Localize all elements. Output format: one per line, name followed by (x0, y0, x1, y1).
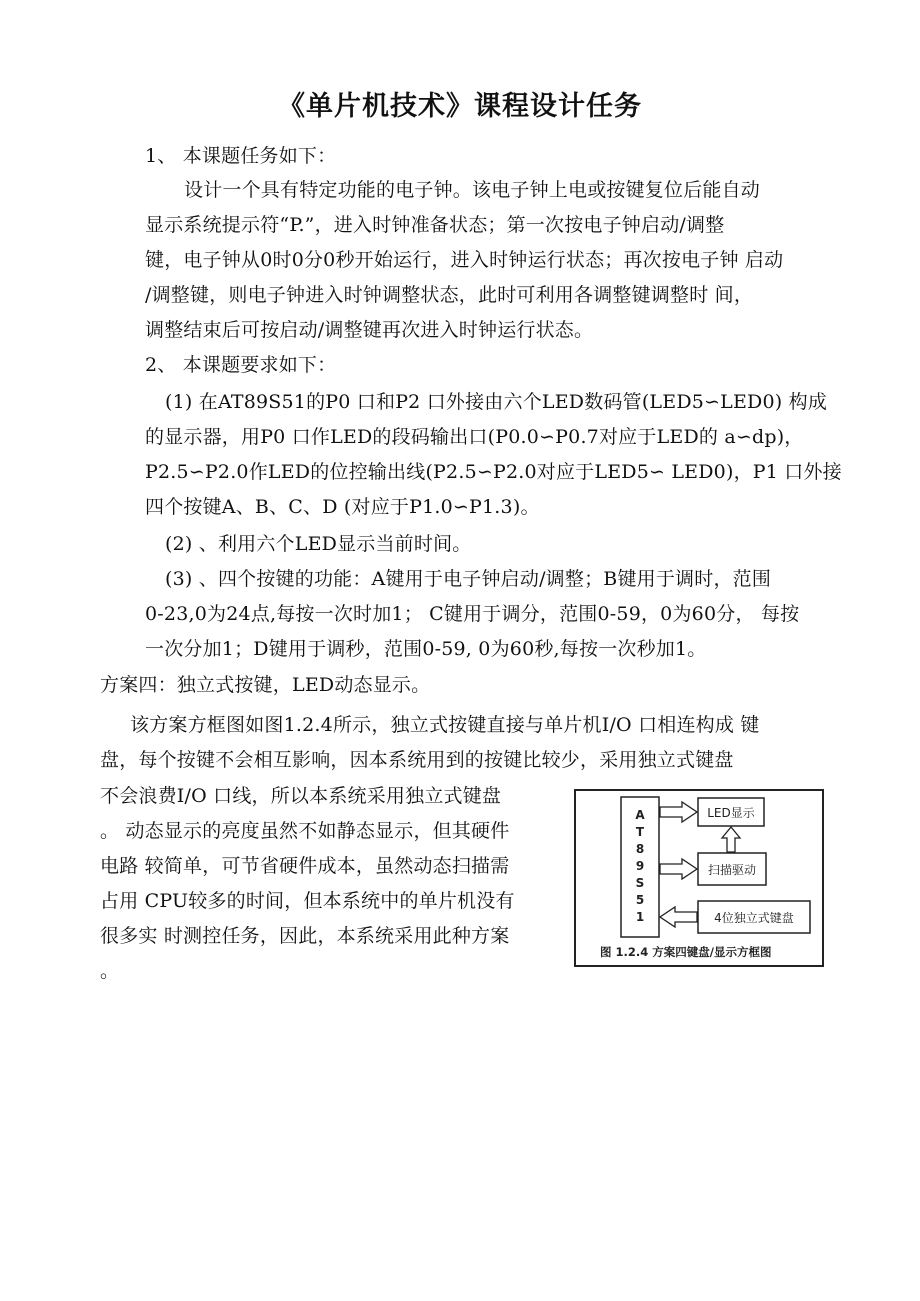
paragraph-line: 很多实 时测控任务，因此，本系统采用此种方案 (100, 925, 510, 947)
chip-letter: 9 (635, 859, 645, 873)
paragraph-line: 四个按键A、B、C、D (对应于P1.0∽P1.3)。 (145, 496, 540, 518)
paragraph-line: 该方案方框图如图1.2.4所示，独立式按键直接与单片机I/O 口相连构成 键 (130, 714, 760, 736)
arrow-to-scan-icon (660, 859, 697, 879)
arrow-scan-to-led-icon (722, 827, 740, 852)
paragraph-line: 调整结束后可按启动/调整键再次进入时钟运行状态。 (145, 319, 594, 341)
paragraph-line: 一次分加1；D键用于调秒，范围0-59, 0为60秒,每按一次秒加1。 (145, 638, 707, 660)
paragraph-line: P2.5∽P2.0作LED的位控输出线(P2.5∽P2.0对应于LED5∽ LED0)，P1 口外接 (145, 461, 842, 483)
paragraph-line: (3) 、四个按键的功能：A键用于电子钟启动/调整；B键用于调时，范围 (165, 568, 772, 590)
chip-letter: S (635, 876, 645, 890)
paragraph-line: 。 动态显示的亮度虽然不如静态显示，但其硬件 (100, 820, 510, 842)
figure-caption: 图 1.2.4 方案四键盘/显示方框图 (600, 945, 772, 959)
section-2-heading: 2、 本课题要求如下： (145, 354, 337, 376)
chip-letter: A (635, 808, 645, 822)
block-diagram-figure (574, 789, 824, 967)
paragraph-line: /调整键，则电子钟进入时钟调整状态，此时可利用各调整键调整时 间， (145, 284, 754, 306)
chip-letter: T (635, 825, 645, 839)
chip-letter: 8 (635, 842, 645, 856)
section-1-heading: 1、 本课题任务如下： (145, 145, 337, 167)
paragraph-line: 盘，每个按键不会相互影响，因本系统用到的按键比较少，采用独立式键盘 (100, 749, 734, 771)
scan-driver-label: 扫描驱动 (707, 863, 757, 877)
arrow-to-led-icon (660, 802, 697, 822)
chip-letter: 1 (635, 910, 645, 924)
led-display-label: LED显示 (707, 806, 755, 820)
paragraph-line: 0-23,0为24点,每按一次时加1； C键用于调分，范围0-59，0为60分， 每按 (145, 603, 800, 625)
paragraph-line: 的显示器，用P0 口作LED的段码输出口(P0.0∽P0.7对应于LED的 a∽dp)， (145, 426, 804, 448)
block-diagram-svg (576, 791, 822, 965)
paragraph-line: 键，电子钟从0时0分0秒开始运行，进入时钟运行状态；再次按电子钟 启动 (145, 249, 784, 271)
page-title: 《单片机技术》课程设计任务 (278, 91, 642, 122)
paragraph-line: 设计一个具有特定功能的电子钟。该电子钟上电或按键复位后能自动 (184, 179, 761, 201)
chip-letter: 5 (635, 893, 645, 907)
keyboard-label: 4位独立式键盘 (714, 911, 794, 925)
paragraph-line: 占用 CPU较多的时间，但本系统中的单片机没有 (100, 890, 515, 912)
scheme-heading: 方案四：独立式按键，LED动态显示。 (100, 674, 431, 696)
arrow-from-keys-icon (660, 907, 697, 927)
paragraph-line: 电路 较简单，可节省硬件成本，虽然动态扫描需 (100, 855, 510, 877)
paragraph-line: (1) 在AT89S51的P0 口和P2 口外接由六个LED数码管(LED5∽LED0) 构成 (165, 391, 828, 413)
paragraph-line: (2) 、利用六个LED显示当前时间。 (165, 533, 472, 555)
paragraph-line: 。 (100, 960, 120, 982)
paragraph-line: 不会浪费I/O 口线，所以本系统采用独立式键盘 (100, 785, 502, 807)
paragraph-line: 显示系统提示符“P.”，进入时钟准备状态；第一次按电子钟启动/调整 (145, 214, 725, 236)
